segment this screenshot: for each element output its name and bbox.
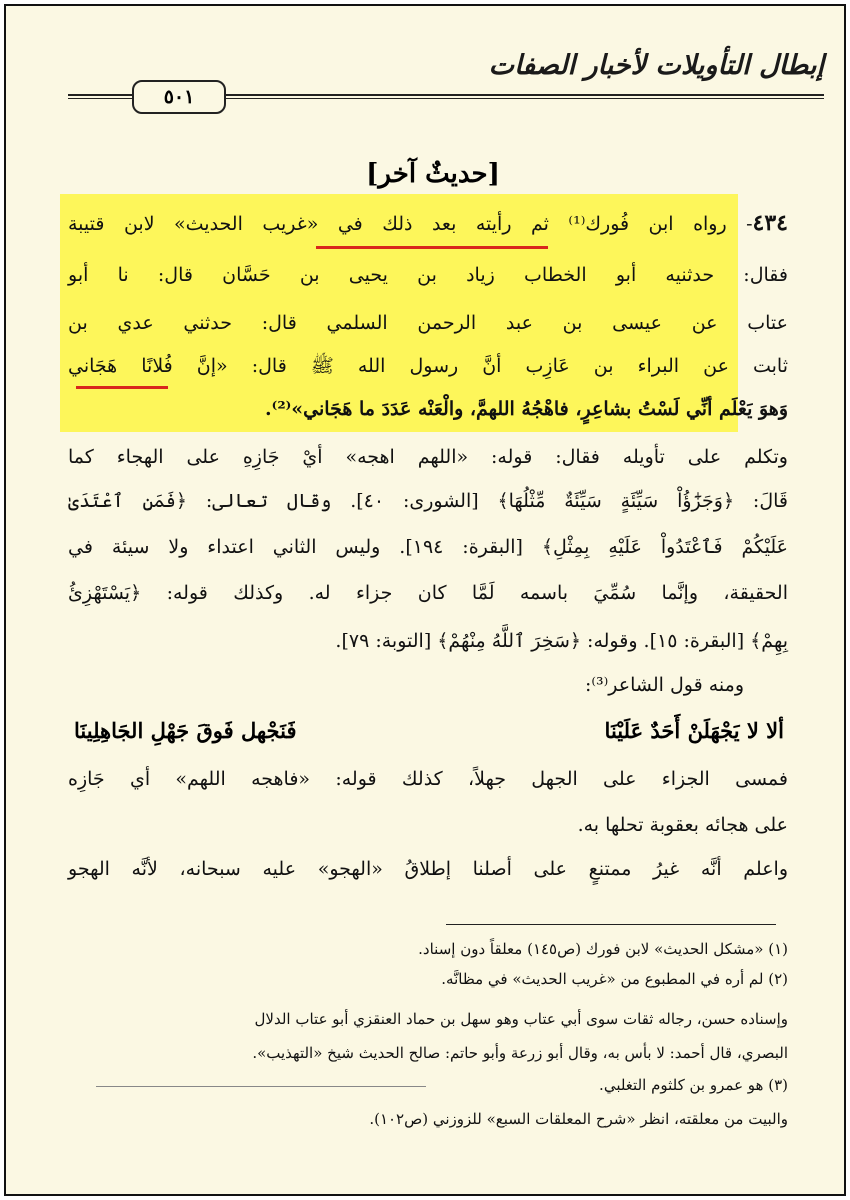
hadith-line-2: فقال: حدثنيه أبو الخطاب زياد بن يحيى بن حَسَّان قال: نا أبو [68,264,788,286]
poem-first-hemistich: ألا لا يَجْهَلَنْ أَحَدٌ عَلَيْنَا [604,718,784,743]
book-page [4,4,846,1196]
poem-verse [74,718,784,743]
hadith-line-3: عتاب عن عيسى بن عبد الرحمن السلمي قال: حدثني عدي بن [68,312,788,334]
faint-rule [96,1086,426,1087]
body-line-7: قَالَ: ﴿وَجَزَٰٓؤُاْ سَيِّئَةٍ سَيِّئَةٌ مِّثْلُهَا﴾ [الشورى: ٤٠]. وقال تعالى: ﴿فَمَنِ ٱعْتَدَىٰ [68,490,789,512]
body-line-9: الحقيقة، وإنَّما سُمِّيَ باسمه لَمَّا كان جزاء له. وكذلك قوله: ﴿يَسْتَهْزِئُ [68,582,788,604]
hadith-number: ٤٣٤ [752,210,788,236]
body-line-6: وتكلم على تأويله فقال: قوله: «اللهم اهجه» أيْ جَازِهِ على الهجاء كما [68,446,788,468]
footnote-separator [446,924,776,925]
footnote-2-continuation-b: البصري، قال أحمد: لا بأس به، وقال أبو زرعة وأبو حاتم: صالح الحديث شيخ «التهذيب». [252,1044,788,1062]
hadith-line-1-text: - رواه ابن فُورك⁽¹⁾ ثم رأيته بعد ذلك في «غريب الحديث» لابن قتيبة [68,213,753,235]
body-line-10: بِهِمْ﴾ [البقرة: ١٥]. وقوله: ﴿سَخِرَ ٱللَّهُ مِنْهُمْ﴾ [التوبة: ٧٩]. [335,630,788,652]
red-underline-source [316,246,548,249]
body-line-14: واعلم أنَّه غيرُ ممتنعٍ على أصلنا إطلاقُ «الهجو» عليه سبحانه، لأنَّه الهجو [68,858,788,880]
footnote-1: (١) «مشكل الحديث» لابن فورك (ص١٤٥) معلقاً دون إسناد. [418,940,788,958]
hadith-line-1 [68,210,788,236]
hadith-line-4: ثابت عن البراء بن عَازِب أنَّ رسول الله ﷺ قال: «إنَّ فُلانًا هَجَاني [68,355,788,377]
footnote-3: (٣) هو عمرو بن كلثوم التغلبي. [599,1076,788,1094]
footnote-2: (٢) لم أره في المطبوع من «غريب الحديث» في مظانَّه. [441,970,788,988]
footnote-3-continuation: والبيت من معلقته، انظر «شرح المعلقات السبع» للزوزني (ص١٠٢). [369,1110,788,1128]
book-title: إبطال التأويلات لأخبار الصفات [488,50,824,81]
body-line-12: فمسى الجزاء على الجهل جهلاً، كذلك قوله: «فاهجه اللهم» أي جَازِه [68,768,788,790]
footnote-2-continuation-a: وإسناده حسن، رجاله ثقات سوى أبي عتاب وهو سهل بن حماد العنقزي أبو عتاب الدلال [254,1010,788,1028]
page-number: ٥٠١ [132,80,226,114]
bleed-through-text [779,162,784,180]
hadith-line-5: وَهوَ يَعْلَم أنِّي لَسْتُ بشاعِرٍ، فاهْجُهُ اللهمَّ، والْعَنْه عَدَدَ ما هَجَاني»⁽²⁾. [265,398,788,420]
body-line-11: ومنه قول الشاعر⁽³⁾: [584,674,744,696]
body-line-13: على هجائه بعقوبة تحلها به. [577,814,788,836]
body-line-8: عَلَيْكُمْ فَٱعْتَدُواْ عَلَيْهِ بِمِثْلِ﴾ [البقرة: ١٩٤]. وليس الثاني اعتداء ولا سيئة في [68,536,788,558]
poem-second-hemistich: فَنَجْهل فَوقَ جَهْلِ الجَاهِلِينَا [74,718,297,743]
red-underline-quote [76,386,168,389]
section-title: [حديثٌ آخر] [366,159,500,189]
